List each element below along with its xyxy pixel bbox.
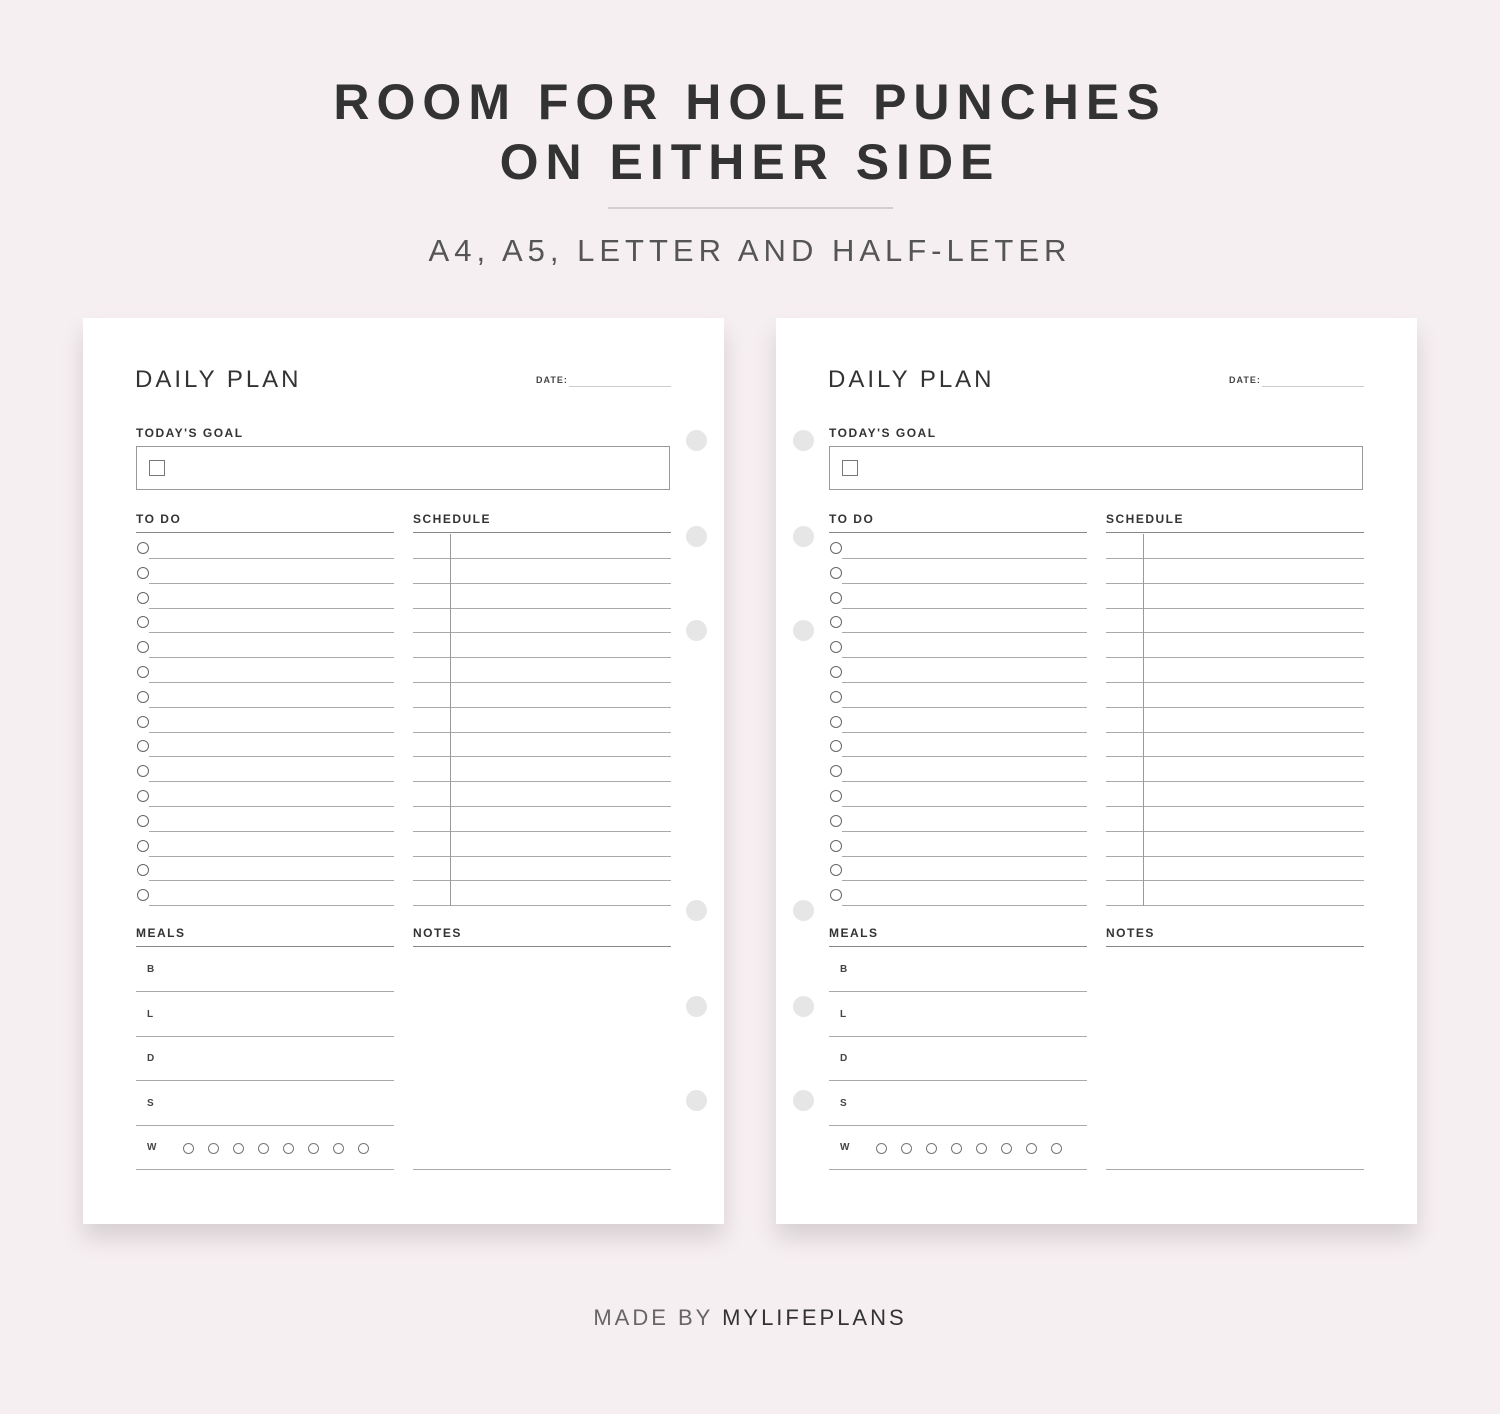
schedule-row-line xyxy=(413,781,671,782)
todo-checkbox-circle[interactable] xyxy=(137,716,149,728)
todo-row-line xyxy=(149,583,394,584)
water-glass-circle[interactable] xyxy=(233,1143,244,1154)
schedule-row-line xyxy=(1106,905,1364,906)
date-line xyxy=(1262,386,1364,387)
schedule-row-line xyxy=(1106,707,1364,708)
date-label: DATE: xyxy=(1229,375,1261,385)
schedule-row-line xyxy=(413,831,671,832)
schedule-row-line xyxy=(413,732,671,733)
water-glass-circle[interactable] xyxy=(1051,1143,1062,1154)
water-glass-circle[interactable] xyxy=(976,1143,987,1154)
meal-row-line xyxy=(829,1080,1087,1081)
todo-row-line xyxy=(842,856,1087,857)
hole-punch xyxy=(686,526,707,547)
notes-bottom-line xyxy=(1106,1169,1364,1170)
todo-row-line xyxy=(842,632,1087,633)
date-line xyxy=(569,386,671,387)
todo-row-line xyxy=(149,657,394,658)
todo-checkbox-circle[interactable] xyxy=(830,616,842,628)
notes-bottom-line xyxy=(413,1169,671,1170)
water-glass-circle[interactable] xyxy=(926,1143,937,1154)
footer-prefix: MADE BY xyxy=(593,1305,723,1330)
todo-row-line xyxy=(149,756,394,757)
page-title: DAILY PLAN xyxy=(828,366,995,393)
meals-label: MEALS xyxy=(829,926,879,940)
todo-checkbox-circle[interactable] xyxy=(137,616,149,628)
schedule-row-line xyxy=(1106,781,1364,782)
todo-checkbox-circle[interactable] xyxy=(137,815,149,827)
todo-checkbox-circle[interactable] xyxy=(137,864,149,876)
todo-row-line xyxy=(842,732,1087,733)
date-label: DATE: xyxy=(536,375,568,385)
schedule-row-line xyxy=(413,806,671,807)
todo-checkbox-circle[interactable] xyxy=(830,592,842,604)
water-row-line xyxy=(136,1169,394,1170)
goal-checkbox[interactable] xyxy=(149,460,165,476)
meal-letter: D xyxy=(840,1053,848,1064)
todo-checkbox-circle[interactable] xyxy=(137,840,149,852)
schedule-row-line xyxy=(1106,558,1364,559)
todo-row-line xyxy=(149,781,394,782)
page-title: DAILY PLAN xyxy=(135,366,302,393)
hole-punch xyxy=(793,430,814,451)
meals-header-rule xyxy=(136,946,394,947)
todo-checkbox-circle[interactable] xyxy=(137,740,149,752)
todo-row-line xyxy=(842,608,1087,609)
todo-row-line xyxy=(149,558,394,559)
todo-checkbox-circle[interactable] xyxy=(830,691,842,703)
todo-checkbox-circle[interactable] xyxy=(137,889,149,901)
todo-checkbox-circle[interactable] xyxy=(830,765,842,777)
water-glass-circle[interactable] xyxy=(358,1143,369,1154)
planner-page-left xyxy=(83,318,724,1224)
water-glass-circle[interactable] xyxy=(901,1143,912,1154)
todo-row-line xyxy=(149,880,394,881)
water-glass-circle[interactable] xyxy=(258,1143,269,1154)
hole-punch xyxy=(793,996,814,1017)
schedule-row-line xyxy=(1106,682,1364,683)
water-glass-circle[interactable] xyxy=(876,1143,887,1154)
schedule-row-line xyxy=(1106,583,1364,584)
todo-checkbox-circle[interactable] xyxy=(830,889,842,901)
todo-header-rule xyxy=(136,532,394,533)
schedule-row-line xyxy=(1106,732,1364,733)
schedule-row-line xyxy=(413,632,671,633)
schedule-row-line xyxy=(413,905,671,906)
todo-row-line xyxy=(842,806,1087,807)
schedule-time-divider xyxy=(450,534,451,906)
hole-punch xyxy=(686,620,707,641)
subtitle: A4, A5, LETTER AND HALF-LETER xyxy=(428,233,1072,268)
meal-letter: S xyxy=(840,1098,847,1109)
water-glass-circle[interactable] xyxy=(208,1143,219,1154)
todo-checkbox-circle[interactable] xyxy=(137,592,149,604)
hole-punch xyxy=(793,526,814,547)
schedule-time-divider xyxy=(1143,534,1144,906)
meal-row-line xyxy=(136,991,394,992)
hole-punch xyxy=(793,1090,814,1111)
todo-row-line xyxy=(842,756,1087,757)
notes-header-rule xyxy=(413,946,671,947)
meal-row-line xyxy=(136,1125,394,1126)
todo-row-line xyxy=(149,707,394,708)
todo-row-line xyxy=(842,682,1087,683)
todo-checkbox-circle[interactable] xyxy=(830,815,842,827)
water-glass-circle[interactable] xyxy=(1026,1143,1037,1154)
todo-row-line xyxy=(149,608,394,609)
schedule-row-line xyxy=(413,682,671,683)
todo-checkbox-circle[interactable] xyxy=(137,542,149,554)
schedule-row-line xyxy=(413,608,671,609)
schedule-row-line xyxy=(1106,880,1364,881)
schedule-row-line xyxy=(413,856,671,857)
todo-checkbox-circle[interactable] xyxy=(830,567,842,579)
planner-page-right xyxy=(776,318,1417,1224)
todo-checkbox-circle[interactable] xyxy=(830,864,842,876)
schedule-row-line xyxy=(1106,756,1364,757)
schedule-row-line xyxy=(413,756,671,757)
water-label: W xyxy=(147,1142,157,1153)
todo-header-rule xyxy=(829,532,1087,533)
water-label: W xyxy=(840,1142,850,1153)
hole-punch xyxy=(793,620,814,641)
meals-header-rule xyxy=(829,946,1087,947)
todo-row-line xyxy=(149,831,394,832)
schedule-row-line xyxy=(413,583,671,584)
hole-punch xyxy=(686,430,707,451)
meal-letter: S xyxy=(147,1098,154,1109)
schedule-row-line xyxy=(1106,806,1364,807)
todo-row-line xyxy=(149,905,394,906)
todo-checkbox-circle[interactable] xyxy=(830,542,842,554)
todo-checkbox-circle[interactable] xyxy=(137,765,149,777)
meal-row-line xyxy=(829,991,1087,992)
goal-label: TODAY'S GOAL xyxy=(829,426,937,440)
meal-letter: D xyxy=(147,1053,155,1064)
todo-checkbox-circle[interactable] xyxy=(137,641,149,653)
todo-row-line xyxy=(842,558,1087,559)
hole-punch xyxy=(686,1090,707,1111)
goal-label: TODAY'S GOAL xyxy=(136,426,244,440)
footer xyxy=(0,1305,1500,1331)
meal-row-line xyxy=(136,1080,394,1081)
schedule-row-line xyxy=(1106,608,1364,609)
todo-checkbox-circle[interactable] xyxy=(830,740,842,752)
todo-row-line xyxy=(842,657,1087,658)
meal-letter: L xyxy=(840,1009,847,1020)
schedule-row-line xyxy=(1106,856,1364,857)
water-glass-circle[interactable] xyxy=(283,1143,294,1154)
footer-brand: MYLIFEPLANS xyxy=(722,1305,907,1330)
schedule-header-rule xyxy=(1106,532,1364,533)
todo-row-line xyxy=(149,856,394,857)
schedule-row-line xyxy=(1106,657,1364,658)
schedule-label: SCHEDULE xyxy=(1106,512,1185,526)
meal-row-line xyxy=(829,1125,1087,1126)
schedule-row-line xyxy=(1106,632,1364,633)
todo-row-line xyxy=(149,632,394,633)
water-glass-circle[interactable] xyxy=(183,1143,194,1154)
schedule-row-line xyxy=(1106,831,1364,832)
todo-row-line xyxy=(149,682,394,683)
water-glass-circle[interactable] xyxy=(333,1143,344,1154)
headline-line-1: ROOM FOR HOLE PUNCHES xyxy=(333,74,1167,130)
goal-box xyxy=(829,446,1363,490)
meal-row-line xyxy=(829,1036,1087,1037)
headline xyxy=(0,72,1500,192)
schedule-row-line xyxy=(413,707,671,708)
todo-checkbox-circle[interactable] xyxy=(830,666,842,678)
todo-row-line xyxy=(842,781,1087,782)
hole-punch xyxy=(686,900,707,921)
todo-row-line xyxy=(149,732,394,733)
todo-checkbox-circle[interactable] xyxy=(830,840,842,852)
hole-punch xyxy=(686,996,707,1017)
todo-row-line xyxy=(842,905,1087,906)
todo-row-line xyxy=(842,707,1087,708)
meal-row-line xyxy=(136,1036,394,1037)
meal-letter: L xyxy=(147,1009,154,1020)
todo-row-line xyxy=(842,583,1087,584)
goal-box xyxy=(136,446,670,490)
schedule-row-line xyxy=(413,880,671,881)
water-row-line xyxy=(829,1169,1087,1170)
notes-label: NOTES xyxy=(1106,926,1155,940)
todo-checkbox-circle[interactable] xyxy=(137,567,149,579)
todo-label: TO DO xyxy=(136,512,182,526)
meal-letter: B xyxy=(840,964,848,975)
todo-row-line xyxy=(842,831,1087,832)
headline-divider xyxy=(608,207,893,209)
goal-checkbox[interactable] xyxy=(842,460,858,476)
todo-checkbox-circle[interactable] xyxy=(830,641,842,653)
schedule-header-rule xyxy=(413,532,671,533)
hole-punch xyxy=(793,900,814,921)
todo-checkbox-circle[interactable] xyxy=(137,666,149,678)
water-glass-circle[interactable] xyxy=(951,1143,962,1154)
todo-checkbox-circle[interactable] xyxy=(830,716,842,728)
notes-label: NOTES xyxy=(413,926,462,940)
schedule-row-line xyxy=(413,558,671,559)
headline-line-2: ON EITHER SIDE xyxy=(499,134,1001,190)
water-glass-circle[interactable] xyxy=(1001,1143,1012,1154)
todo-label: TO DO xyxy=(829,512,875,526)
todo-row-line xyxy=(149,806,394,807)
meals-label: MEALS xyxy=(136,926,186,940)
notes-header-rule xyxy=(1106,946,1364,947)
todo-checkbox-circle[interactable] xyxy=(137,790,149,802)
todo-checkbox-circle[interactable] xyxy=(830,790,842,802)
meal-letter: B xyxy=(147,964,155,975)
water-glass-circle[interactable] xyxy=(308,1143,319,1154)
todo-row-line xyxy=(842,880,1087,881)
schedule-label: SCHEDULE xyxy=(413,512,492,526)
schedule-row-line xyxy=(413,657,671,658)
todo-checkbox-circle[interactable] xyxy=(137,691,149,703)
